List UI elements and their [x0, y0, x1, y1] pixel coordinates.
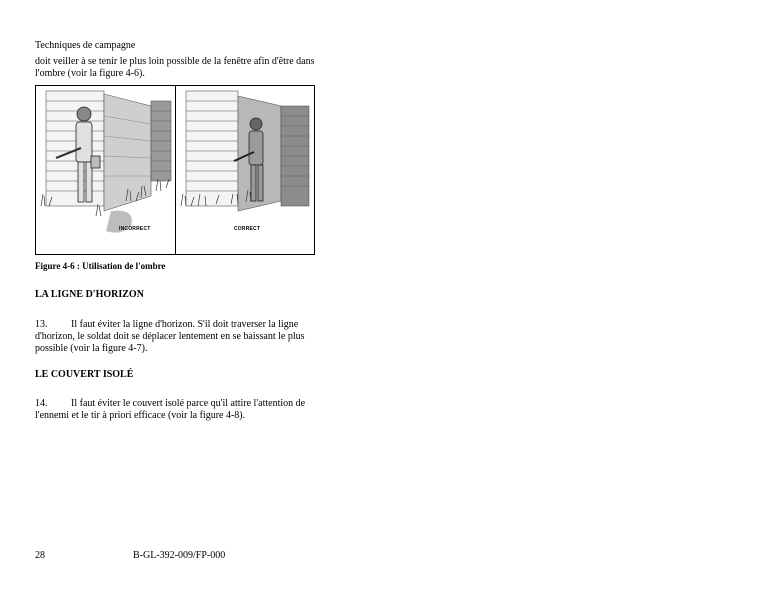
- figure-4-6: [35, 85, 315, 255]
- figure-caption: Figure 4-6 : Utilisation de l'ombre: [35, 261, 166, 271]
- section-heading-isolated-cover: LE COUVERT ISOLÉ: [35, 369, 134, 380]
- running-header: Techniques de campagne: [35, 40, 136, 51]
- paragraph-13: [35, 319, 315, 355]
- paragraph-text: Il faut éviter la ligne d'horizon. S'il doit traverser la ligne d'horizon, le soldat doit se déplacer lentement en se baissant le plus possible (voir la figure 4-7).: [35, 319, 305, 354]
- correct-label: CORRECT: [234, 226, 261, 232]
- paragraph-number: 14.: [35, 398, 48, 409]
- document-reference: B-GL-392-009/FP-000: [133, 550, 226, 561]
- incorrect-label: INCORRECT: [119, 226, 151, 232]
- section-heading-horizon: LA LIGNE D'HORIZON: [35, 289, 144, 300]
- page-number: 28: [35, 550, 45, 561]
- paragraph-14: [35, 398, 315, 422]
- paragraph-text: Il faut éviter le couvert isolé parce qu'il attire l'attention de l'ennemi et le tir à priori efficace (voir la figure 4-8).: [35, 398, 306, 421]
- intro-paragraph: doit veiller à se tenir le plus loin possible de la fenêtre afin d'être dans l'ombre (voir la figure 4-6).: [35, 56, 315, 79]
- incorrect-illustration: [36, 86, 175, 254]
- paragraph-number: 13.: [35, 319, 48, 330]
